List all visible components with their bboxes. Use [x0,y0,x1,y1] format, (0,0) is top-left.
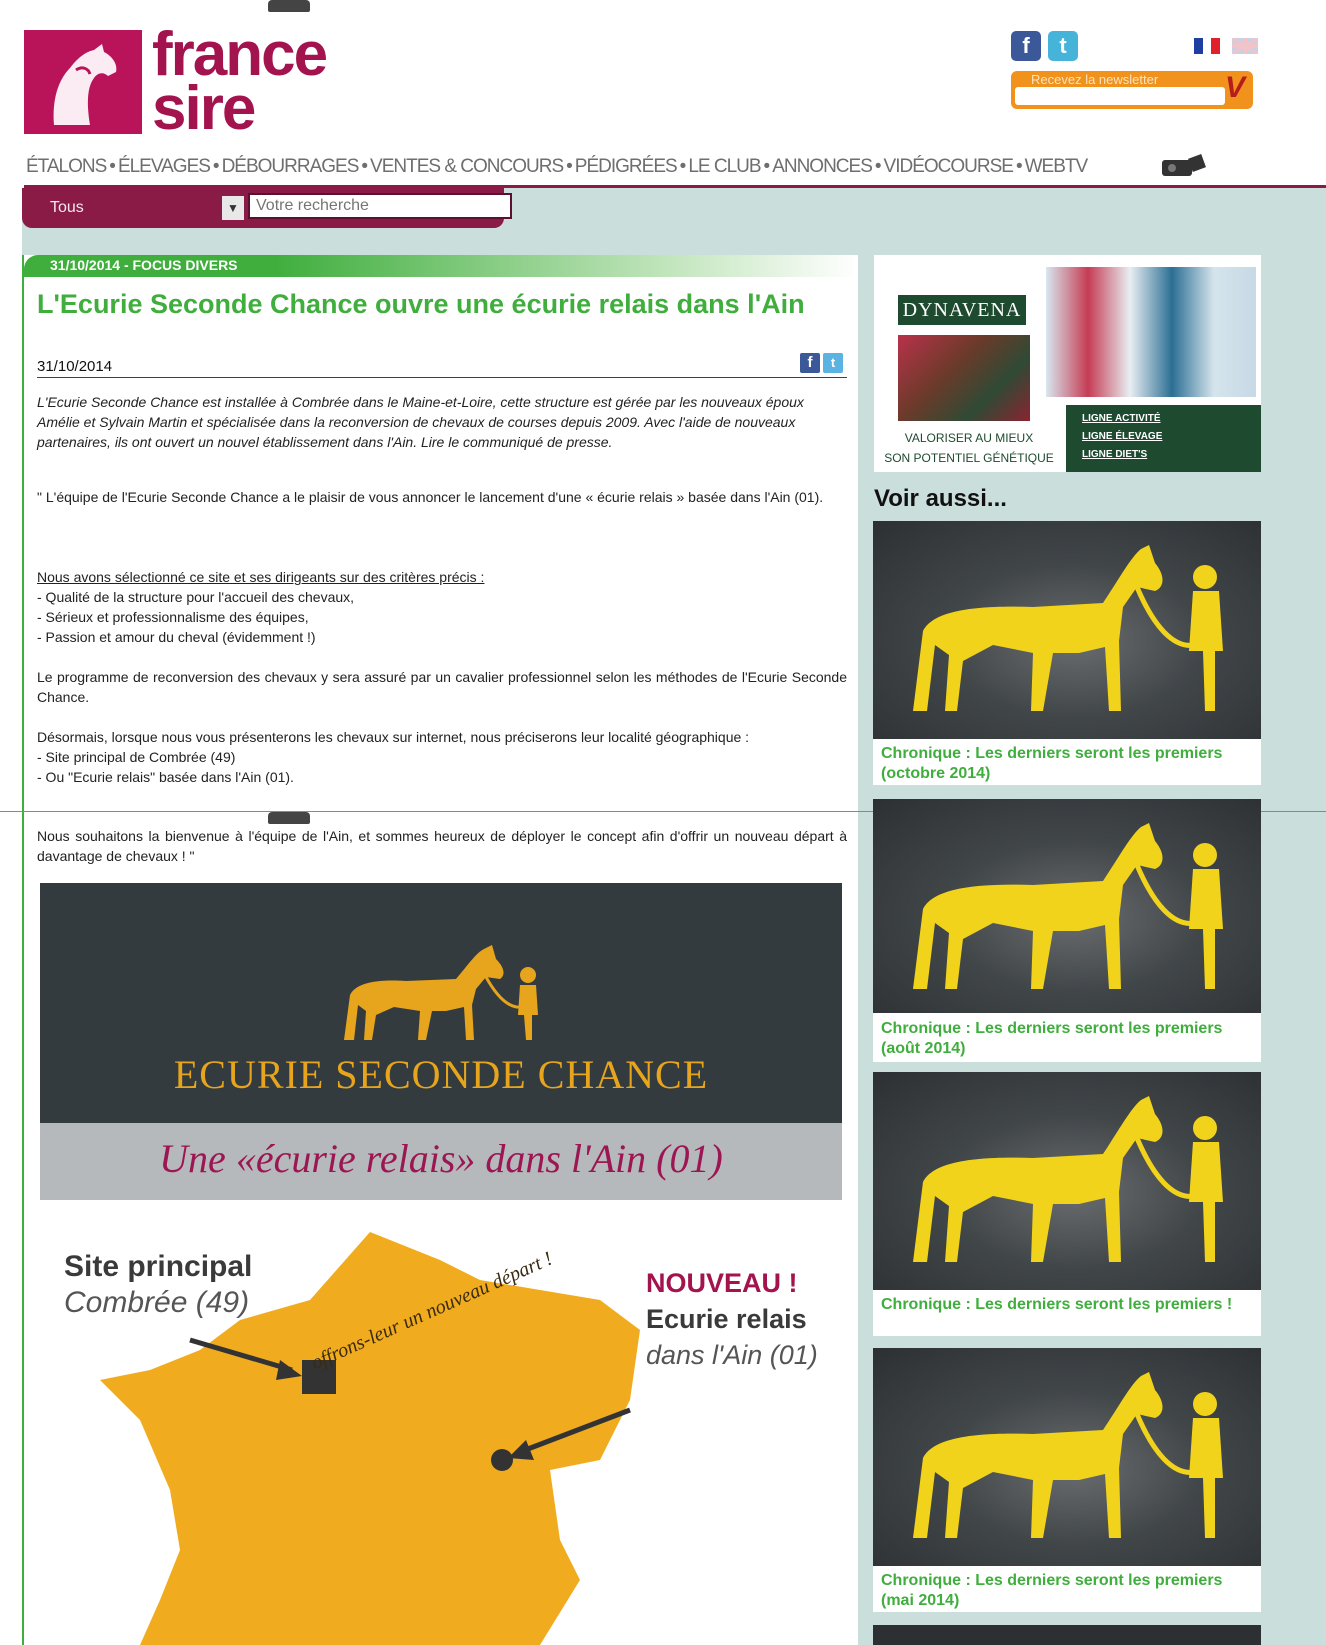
nav-item-annonces[interactable]: ANNONCES [772,156,872,177]
logo-line-2: sire [152,74,255,143]
ad-brand: DYNAVENA [898,295,1026,325]
related-article-card[interactable] [873,799,1261,1062]
nav-item-debourrages[interactable]: DÉBOURRAGES [221,156,359,177]
article-promo-image [40,883,842,1200]
newsletter-submit-button[interactable]: V [1225,71,1246,104]
promo-subtitle: Une «écurie relais» dans l'Ain (01) [159,1136,723,1181]
ad-photo-collage [898,335,1030,421]
newsletter-email-input[interactable] [1015,87,1225,105]
video-camera-icon [1158,148,1208,182]
search-category-select[interactable] [36,194,244,222]
ad-line-item: LIGNE ACTIVITÉ [1082,413,1161,424]
nav-item-webtv[interactable]: WEBTV [1024,156,1088,177]
search-category-value: Tous [50,199,84,216]
nav-item-pedigrees[interactable]: PÉDIGRÉES [574,156,677,177]
scan-clip [268,812,310,824]
article-paragraph-2: Le programme de reconversion des chevaux y sera assuré par un cavalier professionnel selon les méthodes de l'Ecurie Seconde Chance. [37,669,847,705]
article-paragraph-4: Nous souhaitons la bienvenue à l'équipe de l'Ain, et sommes heureux de déployer le concept afin d'offrir un nouveau départ à davantage de chevaux ! " [37,828,847,864]
ad-product-bags [1046,267,1256,397]
nav-item-le-club[interactable]: LE CLUB [688,156,761,177]
ad-product-lines [1066,405,1261,472]
article-title: L'Ecurie Seconde Chance ouvre une écurie relais dans l'Ain [37,289,805,319]
nav-item-videocourse[interactable]: VIDÉOCOURSE [883,156,1013,177]
related-article-card[interactable] [873,1348,1261,1612]
article-paragraph-1: " L'équipe de l'Ecurie Seconde Chance a le plaisir de vous annoncer le lancement d'une « écurie relais » basée dans l'Ain (01). [37,489,824,505]
article-thumbnail [873,1072,1261,1290]
horse-and-handler-icon [336,945,546,1045]
twitter-icon[interactable]: t [1048,31,1078,61]
criteria-item: - Sérieux et professionnalisme des équipes, [37,609,309,625]
newsletter-label: Recevez la newsletter [1031,72,1159,87]
related-article-card[interactable] [873,521,1261,785]
horse-and-handler-icon [873,799,1261,1013]
france-map-graphic [40,1220,842,1645]
location-item: - Site principal de Combrée (49) [37,749,236,765]
article-thumbnail [873,521,1261,739]
promo-dark-panel [40,883,842,1123]
see-also-heading: Voir aussi... [874,485,1007,512]
article-category: 31/10/2014 - FOCUS DIVERS [50,257,238,273]
search-input[interactable] [248,193,512,219]
chevron-down-icon[interactable]: ▼ [222,196,244,220]
horse-and-handler-icon [873,1348,1261,1566]
nav-item-etalons[interactable]: ÉTALONS [26,156,107,177]
related-article-card-partial[interactable] [873,1625,1261,1645]
article-category-bar [24,255,858,277]
related-article-title[interactable]: Chronique : Les derniers seront les premiers (octobre 2014) [881,745,1223,782]
search-bar [22,188,504,228]
map-new-label: NOUVEAU ! [646,1268,798,1298]
ad-tagline-2: SON POTENTIEL GÉNÉTIQUE [884,451,1054,465]
ad-line-item: LIGNE DIET'S [1082,449,1148,460]
site-logo-text[interactable] [152,20,327,143]
map-site-label: Site principal [64,1250,253,1283]
related-article-title[interactable]: Chronique : Les derniers seront les premiers (mai 2014) [881,1572,1223,1609]
newsletter-box [1011,71,1253,109]
scan-clip [268,0,310,12]
criteria-item: - Qualité de la structure pour l'accueil des chevaux, [37,589,355,605]
criteria-heading: Nous avons sélectionné ce site et ses dirigeants sur des critères précis : [37,569,485,585]
map-site-location: Combrée (49) [64,1286,250,1319]
facebook-icon[interactable]: f [1011,31,1041,61]
location-item: - Ou "Ecurie relais" basée dans l'Ain (01). [37,769,294,785]
dynavena-ad-banner[interactable] [874,255,1261,472]
logo-horse-icon[interactable] [24,30,142,134]
nav-item-ventes-concours[interactable]: VENTES & CONCOURS [370,156,564,177]
english-flag-icon[interactable] [1232,38,1258,54]
map-relay-label: Ecurie relais [646,1304,807,1334]
page-left-margin [0,188,22,1645]
related-article-title[interactable]: Chronique : Les derniers seront les premiers (août 2014) [881,1020,1223,1057]
criteria-block [37,567,847,647]
french-flag-icon[interactable] [1194,38,1220,54]
related-article-title[interactable]: Chronique : Les derniers seront les premiers ! [881,1296,1233,1313]
article-lead: L'Ecurie Seconde Chance est installée à Combrée dans le Maine-et-Loire, cette structure est gérée par les nouveaux époux Amélie et Sylvain Martin et spécialisée dans la reconversion de chevaux de courses depuis 2009. Avec l'aide de nouveaux partenaires, ils ont ouvert un nouvel établissement dans l'Ain. Lire le communiqué de presse. [37,394,804,450]
nav-item-elevages[interactable]: ÉLEVAGES [117,156,210,177]
share-twitter-icon[interactable]: t [823,353,843,373]
map-relay-location: dans l'Ain (01) [646,1340,818,1370]
promo-brand-text: ECURIE SECONDE CHANCE [173,1052,709,1097]
article-thumbnail [873,799,1261,1013]
article-thumbnail [873,1348,1261,1566]
horse-and-handler-icon [873,521,1261,739]
related-article-card[interactable] [873,1072,1261,1336]
horse-and-handler-icon [873,1072,1261,1290]
criteria-item: - Passion et amour du cheval (évidemment !) [37,629,316,645]
ad-line-item: LIGNE ÉLEVAGE [1082,431,1163,442]
main-nav: ÉTALONS • ÉLEVAGES • DÉBOURRAGES • VENTES & CONCOURS • PÉDIGRÉES • LE CLUB • ANNONCES • VIDÉOCOURSE • WEBTV [26,156,1088,177]
article-paragraph-3 [37,727,847,787]
article-left-border [22,255,24,1645]
site-header [0,0,1326,185]
map-slogan: offrons-leur un nouveau départ ! [308,1247,556,1375]
article-date: 31/10/2014 [37,358,113,375]
title-divider [37,377,847,378]
share-facebook-icon[interactable]: f [800,353,820,373]
article-paragraph-3-text: Désormais, lorsque nous vous présenterons les chevaux sur internet, nous préciserons leur localité géographique : [37,729,750,745]
ad-tagline-1: VALORISER AU MIEUX [904,431,1034,445]
logo-line-1: france [152,20,327,89]
